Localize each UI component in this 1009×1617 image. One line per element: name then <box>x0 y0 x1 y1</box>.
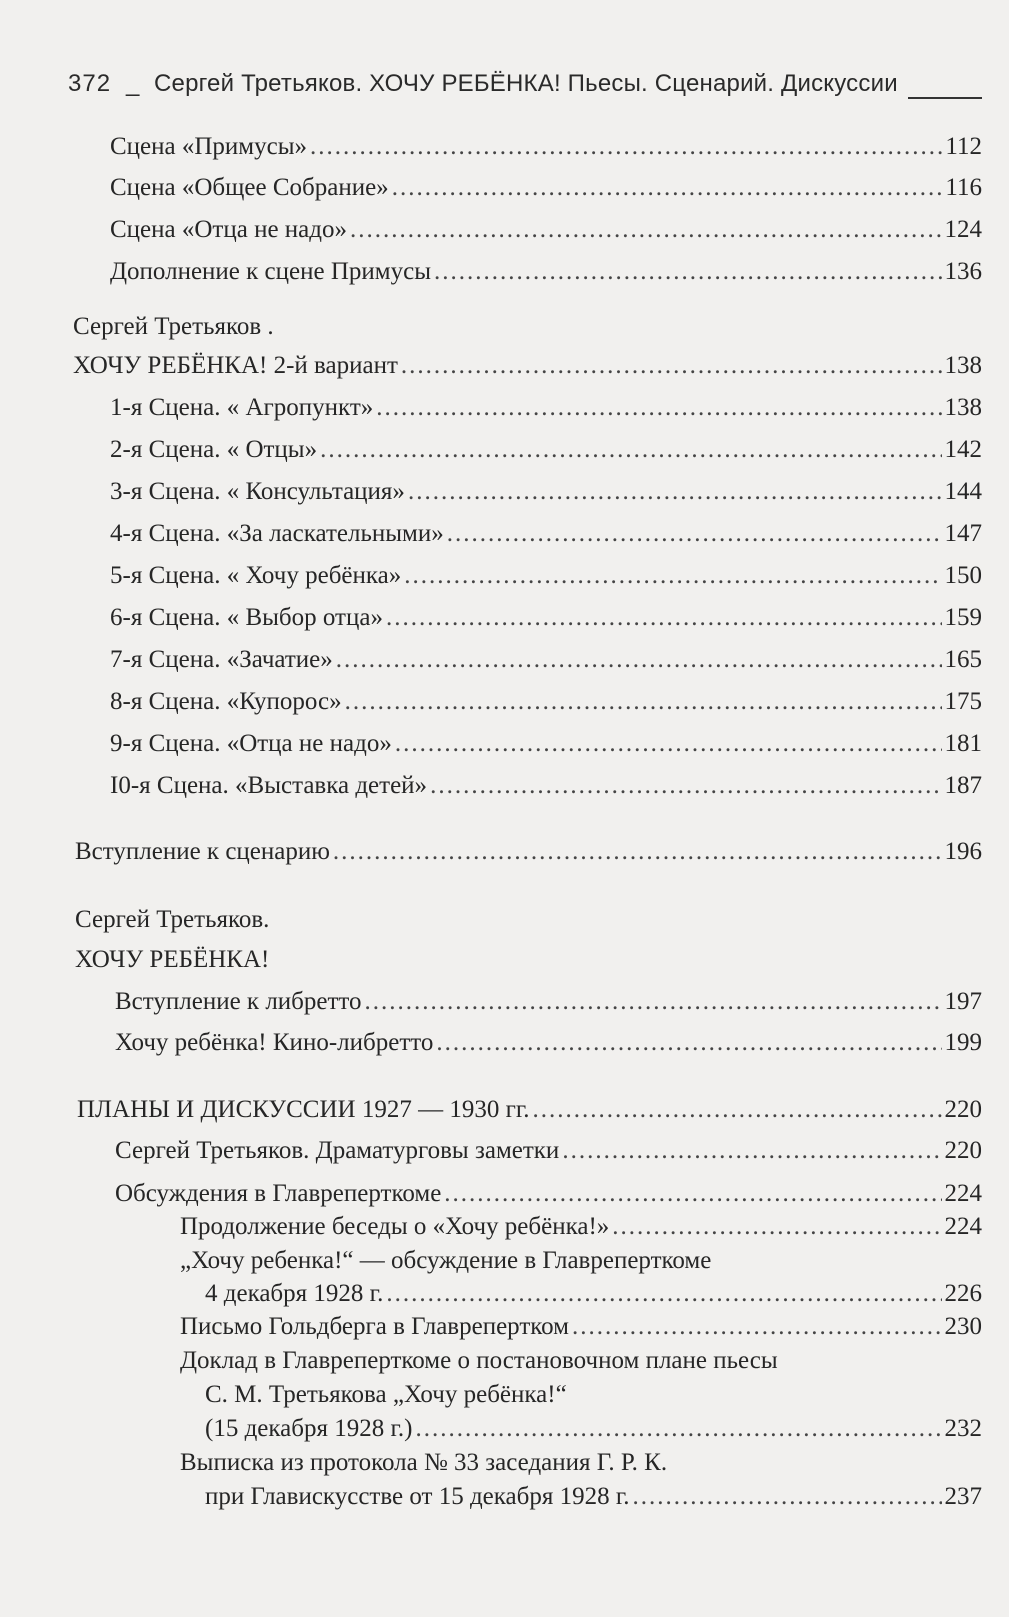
dot-leader <box>533 1096 942 1124</box>
toc-entry <box>180 1213 982 1247</box>
toc-entry-page: 196 <box>944 838 982 865</box>
toc-entry-title: при Главискусстве от 15 декабря 1928 г. <box>205 1483 630 1510</box>
toc-entry-page: 142 <box>944 436 982 463</box>
dot-leader <box>408 478 942 506</box>
toc-entry <box>180 1313 982 1347</box>
dot-leader <box>333 838 942 866</box>
toc-entry-page: 138 <box>944 352 982 379</box>
toc-entry-page: 197 <box>944 988 982 1015</box>
toc-entry <box>110 646 982 680</box>
dot-leader <box>336 646 942 674</box>
toc-entry-page: 220 <box>944 1137 982 1164</box>
toc-entry-title-line: Выписка из протокола № 33 заседания Г. Р. К. <box>180 1449 668 1476</box>
dot-leader <box>350 216 942 244</box>
toc-entry-title: 1-я Сцена. « Агропункт» <box>110 394 374 421</box>
toc-entry <box>110 216 982 250</box>
toc-entry-page: 230 <box>944 1313 982 1340</box>
toc-entry-title: 6-я Сцена. « Выбор отца» <box>110 604 383 631</box>
toc-entry-page: 187 <box>944 772 982 799</box>
toc-entry <box>115 988 982 1022</box>
toc-entry <box>110 562 982 596</box>
toc-entry-title: Сцена «Общее Собрание» <box>110 174 389 201</box>
toc-entry <box>110 688 982 722</box>
dot-leader <box>395 730 942 758</box>
dot-leader <box>562 1137 941 1165</box>
toc-entry-page: 226 <box>944 1280 982 1307</box>
toc-entry-title: 5-я Сцена. « Хочу ребёнка» <box>110 562 402 589</box>
toc-entry-page: 237 <box>944 1483 982 1510</box>
toc-entry <box>110 772 982 806</box>
toc-entry-title: (15 декабря 1928 г.) <box>205 1415 413 1442</box>
toc-entry-page: 175 <box>944 688 982 715</box>
toc-entry-page: 224 <box>944 1213 982 1240</box>
toc-entry-title: Обсуждения в Главреперткоме <box>115 1180 442 1207</box>
toc-entry-title: 2-я Сцена. « Отцы» <box>110 436 318 463</box>
header-rule <box>908 97 982 99</box>
toc-entry-title: Сергей Третьяков. Драматурговы заметки <box>115 1137 560 1164</box>
toc-entry <box>110 258 982 292</box>
dot-leader <box>310 133 942 161</box>
toc-entry <box>205 1415 982 1449</box>
toc-entry-page: 138 <box>944 394 982 421</box>
toc-entry <box>110 174 982 208</box>
toc-entry-title: 4-я Сцена. «За ласкательными» <box>110 520 444 547</box>
dot-leader <box>401 352 942 380</box>
toc-entry-page: 181 <box>944 730 982 757</box>
toc-entry-page: 199 <box>944 1029 982 1056</box>
toc-entry <box>205 1280 982 1314</box>
toc-entry-title: Сцена «Примусы» <box>110 133 308 160</box>
dot-leader <box>365 988 942 1016</box>
running-header <box>68 64 982 114</box>
dot-leader <box>404 562 941 590</box>
dot-leader <box>320 436 941 464</box>
toc-entry-page: 165 <box>944 646 982 673</box>
dot-leader <box>376 394 941 422</box>
dot-leader <box>444 1180 941 1208</box>
running-title: Сергей Третьяков. ХОЧУ РЕБЁНКА! Пьесы. Сценарий. Дискуссии <box>154 70 898 97</box>
toc-entry-title: Дополнение к сцене Примусы <box>110 258 431 285</box>
toc-entry-title-line: С. М. Третьякова „Хочу ребёнка!“ <box>205 1381 567 1408</box>
dot-leader <box>345 688 942 716</box>
dot-leader <box>436 1029 941 1057</box>
toc-entry <box>110 604 982 638</box>
toc-entry-page: 147 <box>944 520 982 547</box>
author-heading: Сергей Третьяков . <box>73 313 274 340</box>
page-number: 372 <box>68 70 112 97</box>
toc-entry <box>73 352 982 386</box>
toc-entry-page: 232 <box>944 1415 982 1442</box>
dot-leader <box>447 520 942 548</box>
toc-entry-page: 159 <box>944 604 982 631</box>
toc-entry <box>110 730 982 764</box>
dot-leader <box>612 1213 941 1241</box>
toc-entry-title: ПЛАНЫ И ДИСКУССИИ 1927 — 1930 гг. <box>77 1096 530 1123</box>
toc-entry-title-line: Доклад в Главреперткоме о постановочном плане пьесы <box>180 1347 778 1374</box>
toc-entry-title-line: „Хочу ребенка!“ — обсуждение в Главреперткоме <box>180 1247 712 1274</box>
toc-entry-page: 224 <box>944 1180 982 1207</box>
dot-leader <box>392 174 943 202</box>
dot-leader <box>386 604 942 632</box>
toc-entry <box>115 1137 982 1171</box>
toc-entry-title: 4 декабря 1928 г. <box>205 1280 384 1307</box>
toc-entry-title: Сцена «Отца не надо» <box>110 216 347 243</box>
toc-entry-title: Вступление к либретто <box>115 988 362 1015</box>
toc-entry-page: 112 <box>945 133 982 160</box>
toc-entry-title: Продолжение беседы о «Хочу ребёнка!» <box>180 1213 610 1240</box>
toc-entry <box>110 394 982 428</box>
toc-entry-title: I0-я Сцена. «Выставка детей» <box>110 772 428 799</box>
toc-entry <box>77 1096 982 1130</box>
toc-entry-page: 116 <box>945 174 982 201</box>
dot-leader <box>386 1280 941 1308</box>
toc-entry-title: Письмо Гольдберга в Главрепертком <box>180 1313 570 1340</box>
toc-entry <box>110 478 982 512</box>
toc-entry-page: 124 <box>944 216 982 243</box>
toc-entry-title: 9-я Сцена. «Отца не надо» <box>110 730 392 757</box>
toc-entry-title: 3-я Сцена. « Консультация» <box>110 478 405 505</box>
author-heading: Сергей Третьяков. <box>75 906 270 933</box>
toc-entry <box>110 133 982 167</box>
section-heading: ХОЧУ РЕБЁНКА! <box>75 946 270 973</box>
dot-leader <box>415 1415 941 1443</box>
toc-entry-page: 220 <box>944 1096 982 1123</box>
toc-entry <box>110 520 982 554</box>
dot-leader <box>633 1483 942 1511</box>
toc-entry <box>110 436 982 470</box>
toc-entry <box>205 1483 982 1517</box>
toc-entry-title: Вступление к сценарию <box>75 838 330 865</box>
toc-entry-page: 136 <box>944 258 982 285</box>
toc-entry-title: Хочу ребёнка! Кино-либретто <box>115 1029 434 1056</box>
toc-entry-title: 8-я Сцена. «Купорос» <box>110 688 342 715</box>
toc-entry-page: 144 <box>944 478 982 505</box>
toc-entry-title: 7-я Сцена. «Зачатие» <box>110 646 333 673</box>
dot-leader <box>434 258 942 286</box>
dot-leader <box>430 772 941 800</box>
toc-entry-page: 150 <box>944 562 982 589</box>
dot-leader <box>572 1313 941 1341</box>
toc-entry <box>115 1029 982 1063</box>
header-dash: _ <box>126 70 140 97</box>
toc-entry <box>75 838 982 872</box>
toc-entry <box>115 1180 982 1214</box>
toc-entry-title: ХОЧУ РЕБЁНКА! 2-й вариант <box>73 352 398 379</box>
